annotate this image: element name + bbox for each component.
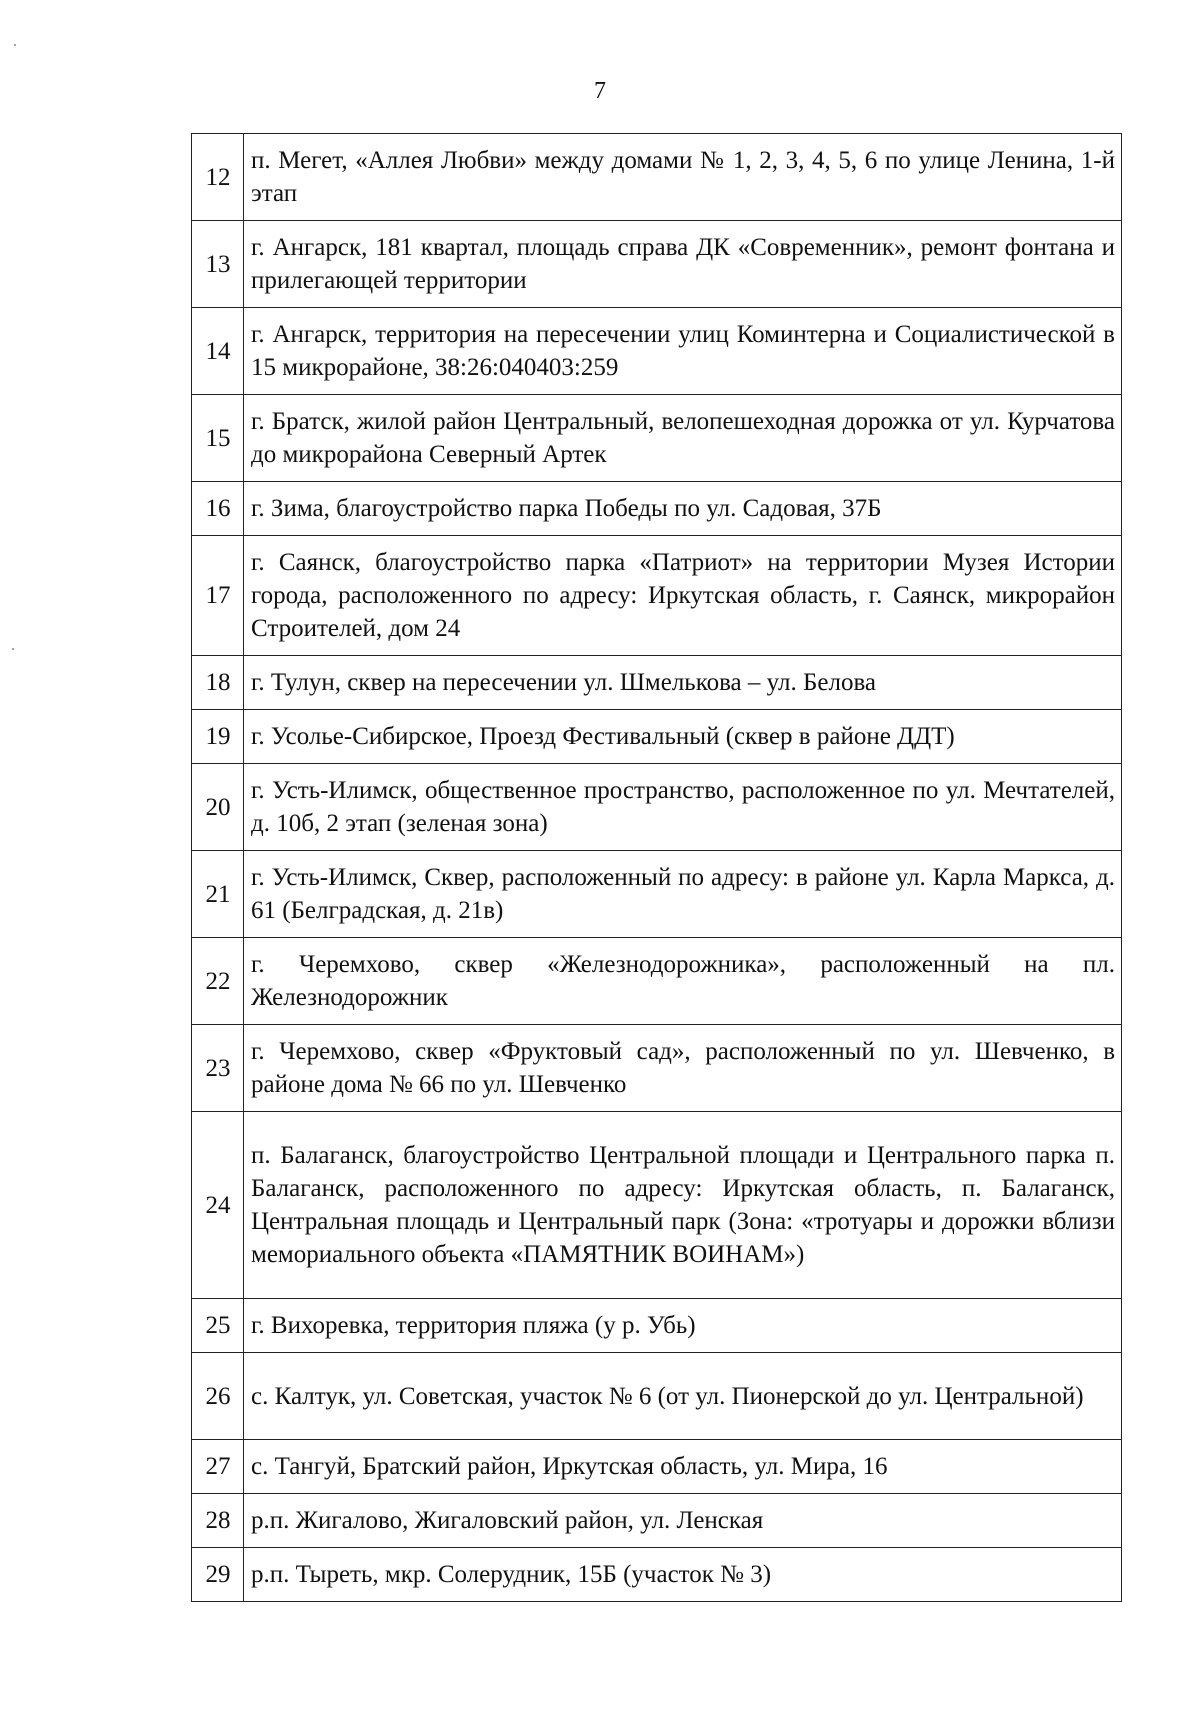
location-description: с. Калтук, ул. Советская, участок № 6 (от ул. Пионерской до ул. Центральной): [244, 1353, 1122, 1440]
scan-speck: [14, 44, 16, 46]
location-description: г. Братск, жилой район Центральный, велопешеходная дорожка от ул. Курчатова до микрорайона Северный Артек: [244, 395, 1122, 482]
row-number: 23: [192, 1025, 244, 1112]
location-description: р.п. Тыреть, мкр. Солерудник, 15Б (участок № 3): [244, 1548, 1122, 1602]
table-row: [192, 221, 1122, 308]
table-row: [192, 1440, 1122, 1494]
scan-speck: [12, 648, 14, 650]
location-description: г. Ангарск, 181 квартал, площадь справа ДК «Современник», ремонт фонтана и прилегающей территории: [244, 221, 1122, 308]
table-row: [192, 851, 1122, 938]
row-number: 13: [192, 221, 244, 308]
row-number: 28: [192, 1494, 244, 1548]
table-row: [192, 1299, 1122, 1353]
table-row: [192, 395, 1122, 482]
row-number: 14: [192, 308, 244, 395]
location-description: г. Тулун, сквер на пересечении ул. Шмелькова – ул. Белова: [244, 656, 1122, 710]
locations-table: [191, 133, 1122, 1602]
location-description: г. Вихоревка, территория пляжа (у р. Убь): [244, 1299, 1122, 1353]
location-description: г. Черемхово, сквер «Фруктовый сад», расположенный по ул. Шевченко, в районе дома № 66 по ул. Шевченко: [244, 1025, 1122, 1112]
location-description: р.п. Жигалово, Жигаловский район, ул. Ленская: [244, 1494, 1122, 1548]
table-row: [192, 134, 1122, 221]
row-number: 16: [192, 482, 244, 536]
location-description: г. Черемхово, сквер «Железнодорожника», расположенный на пл. Железнодорожник: [244, 938, 1122, 1025]
row-number: 15: [192, 395, 244, 482]
table-row: [192, 1494, 1122, 1548]
row-number: 25: [192, 1299, 244, 1353]
table-row: [192, 1353, 1122, 1440]
row-number: 17: [192, 536, 244, 656]
row-number: 24: [192, 1112, 244, 1299]
table-row: [192, 764, 1122, 851]
row-number: 27: [192, 1440, 244, 1494]
row-number: 29: [192, 1548, 244, 1602]
table-row: [192, 1025, 1122, 1112]
table-row: [192, 1548, 1122, 1602]
location-description: г. Зима, благоустройство парка Победы по ул. Садовая, 37Б: [244, 482, 1122, 536]
row-number: 22: [192, 938, 244, 1025]
row-number: 18: [192, 656, 244, 710]
table-row: [192, 308, 1122, 395]
row-number: 20: [192, 764, 244, 851]
location-description: с. Тангуй, Братский район, Иркутская область, ул. Мира, 16: [244, 1440, 1122, 1494]
page-number: 7: [594, 78, 606, 104]
table-row: [192, 536, 1122, 656]
location-description: п. Балаганск, благоустройство Центральной площади и Центрального парка п. Балаганск, расположенного по адресу: Иркутская область, п. Балаганск, Центральная площадь и Центральный парк (Зона: «тротуары и дорожки вблизи мемориального объекта «ПАМЯТНИК ВОИНАМ»): [244, 1112, 1122, 1299]
table-row: [192, 1112, 1122, 1299]
location-description: г. Саянск, благоустройство парка «Патриот» на территории Музея Истории города, расположенного по адресу: Иркутская область, г. Саянск, микрорайон Строителей, дом 24: [244, 536, 1122, 656]
row-number: 26: [192, 1353, 244, 1440]
location-description: г. Усть-Илимск, общественное пространство, расположенное по ул. Мечтателей, д. 10б, 2 этап (зеленая зона): [244, 764, 1122, 851]
table-row: [192, 938, 1122, 1025]
table-row: [192, 710, 1122, 764]
table-row: [192, 482, 1122, 536]
location-description: п. Мегет, «Аллея Любви» между домами № 1, 2, 3, 4, 5, 6 по улице Ленина, 1-й этап: [244, 134, 1122, 221]
location-description: г. Усть-Илимск, Сквер, расположенный по адресу: в районе ул. Карла Маркса, д. 61 (Белградская, д. 21в): [244, 851, 1122, 938]
row-number: 19: [192, 710, 244, 764]
location-description: г. Усолье-Сибирское, Проезд Фестивальный (сквер в районе ДДТ): [244, 710, 1122, 764]
location-description: г. Ангарск, территория на пересечении улиц Коминтерна и Социалистической в 15 микрорайоне, 38:26:040403:259: [244, 308, 1122, 395]
row-number: 21: [192, 851, 244, 938]
row-number: 12: [192, 134, 244, 221]
table-row: [192, 656, 1122, 710]
